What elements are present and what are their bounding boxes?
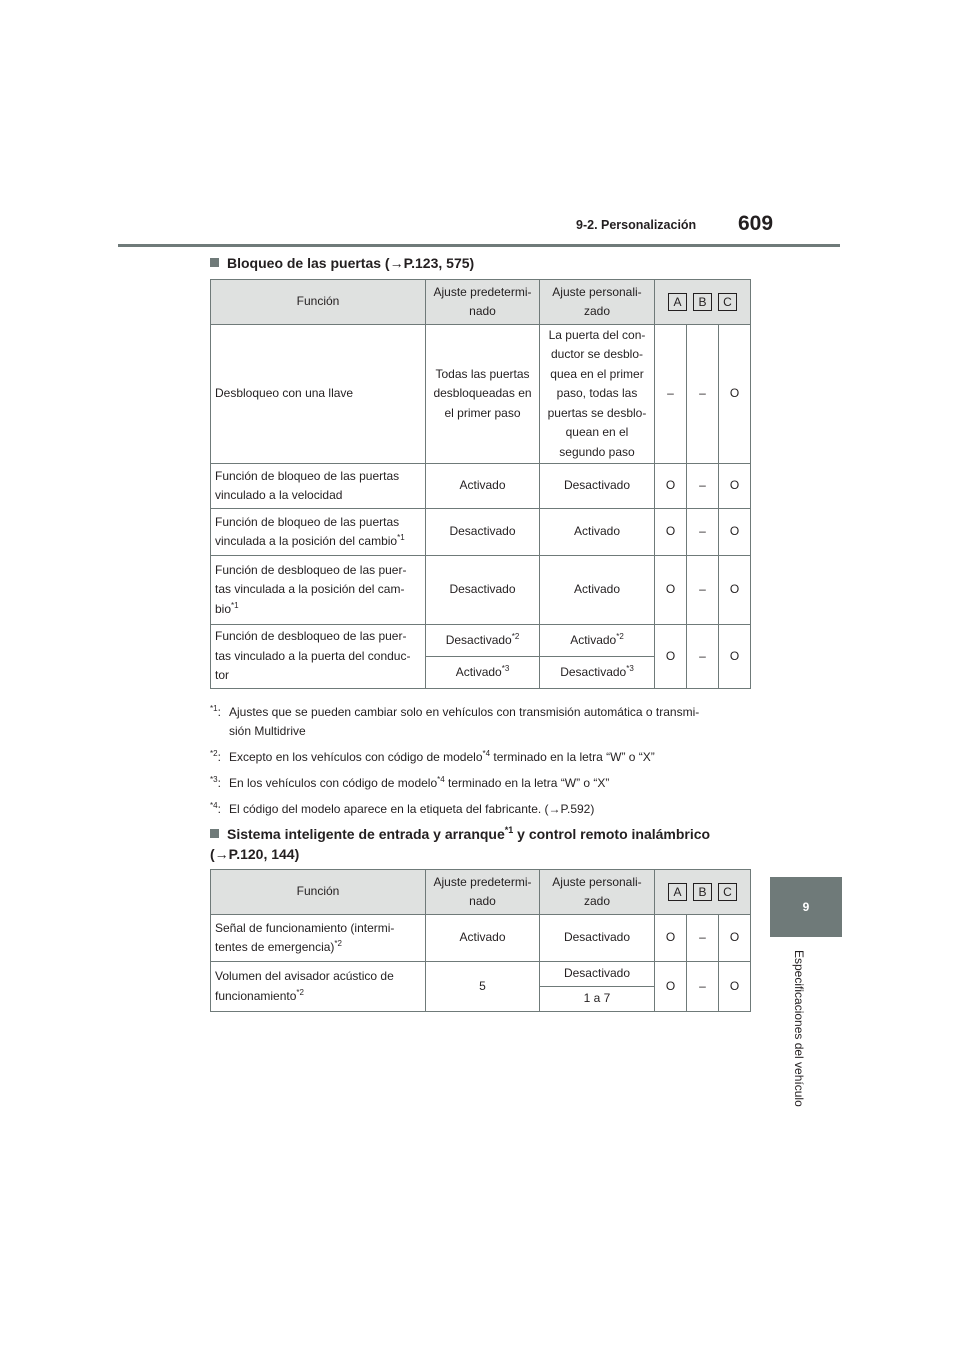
box-a-icon: A [668,293,687,311]
footnote: $^{*3}$: En los vehículos con código de modelo$^{*4}$ terminado en la letra “W” o “X” [210,775,610,790]
chapter-tab [770,877,842,937]
cell-custom: Activado [540,556,655,625]
header-rule [118,244,840,247]
cell-function: Función de bloqueo de las puertas vinculada a la posición del cambio$^{*1}$ [211,509,426,556]
header-abc [655,280,751,325]
cell-default: Desactivado$^{*2}$ [426,625,540,657]
cell-a: O [655,915,687,962]
cell-default: Activado [426,464,540,509]
cell-function: Desbloqueo con una llave [211,325,426,464]
cell-a: O [655,625,687,689]
cell-function: Función de desbloqueo de las puer- tas vinculado a la puerta del conduc- tor [211,625,426,689]
header-abc [655,870,751,915]
arrow-icon: → [548,802,561,816]
page-reference: P.123, 575) [403,255,475,271]
square-bullet-icon [210,258,219,267]
cell-custom: Desactivado [540,962,655,987]
cell-default: Activado [426,915,540,962]
cell-function: Señal de funcionamiento (intermi- tentes de emergencia)$^{*2}$ [211,915,426,962]
cell-default: Activado$^{*3}$ [426,657,540,689]
page-reference: P.120, 144) [228,846,300,862]
page-reference: P.592) [560,802,595,816]
header-default: Ajuste predetermi- nado [426,280,540,325]
section-title-door-lock: Bloqueo de las puertas (→P.123, 575) [210,253,474,273]
cell-b: – [687,509,719,556]
cell-a: O [655,509,687,556]
table-row [211,325,751,464]
cell-c: O [719,464,751,509]
cell-c: O [719,625,751,689]
table-row [211,625,751,657]
cell-default: Desactivado [426,556,540,625]
footnotes [210,703,750,826]
page-number: 609 [738,212,774,235]
cell-c: O [719,556,751,625]
cell-custom: Activado$^{*2}$ [540,625,655,657]
cell-custom: Activado [540,509,655,556]
cell-custom: Desactivado$^{*3}$ [540,657,655,689]
cell-c: O [719,325,751,464]
cell-custom: Desactivado [540,915,655,962]
footnote: $^{*1}$: Ajustes que se pueden cambiar solo en vehículos con transmisión automática o transmi- sión Multidrive [210,704,700,738]
cell-b: – [687,962,719,1012]
door-lock-table [210,279,751,689]
cell-custom: Desactivado [540,464,655,509]
cell-a: – [655,325,687,464]
chapter-number: 9 [802,900,810,914]
cell-default: Desactivado [426,509,540,556]
cell-function: Función de desbloqueo de las puer- tas vinculada a la posición del cam- bio$^{*1}$ [211,556,426,625]
cell-function: Función de bloqueo de las puertas vinculado a la velocidad [211,464,426,509]
box-c-icon: C [718,293,737,311]
section-title-smart-entry: Sistema inteligente de entrada y arranque$^{*1}$ y control remoto inalámbrico (→P.120, 144) [210,825,711,862]
cell-b: – [687,625,719,689]
cell-b: – [687,464,719,509]
arrow-icon: → [389,255,404,271]
cell-b: – [687,915,719,962]
cell-default: Todas las puertas desbloqueadas en el primer paso [426,325,540,464]
cell-default: 5 [426,962,540,1012]
chapter-label: Especificaciones del vehículo [792,950,806,1107]
table-header-row [211,870,751,915]
header-function: Función [211,870,426,915]
table-row [211,509,751,556]
section-heading: 9-2. Personalización [576,218,697,232]
table-row [211,556,751,625]
table-row [211,915,751,962]
cell-custom: La puerta del con- ductor se desblo- quea en el primer paso, todas las puertas se desblo- quean en el segundo paso [540,325,655,464]
box-a-icon: A [668,883,687,901]
header-function: Función [211,280,426,325]
cell-function: Volumen del avisador acústico de funcionamiento$^{*2}$ [211,962,426,1012]
box-b-icon: B [693,293,712,311]
cell-c: O [719,915,751,962]
header-default: Ajuste predetermi- nado [426,870,540,915]
cell-c: O [719,509,751,556]
cell-custom: 1 a 7 [540,987,655,1012]
cell-a: O [655,556,687,625]
table-row [211,962,751,987]
footnote: $^{*4}$: El código del modelo aparece en la etiqueta del fabricante. (→P.592) [210,801,595,816]
cell-c: O [719,962,751,1012]
cell-b: – [687,325,719,464]
box-b-icon: B [693,883,712,901]
table-row [211,464,751,509]
footnote: $^{*2}$: Excepto en los vehículos con código de modelo$^{*4}$ terminado en la letra “W” o “X” [210,749,655,764]
cell-a: O [655,464,687,509]
cell-a: O [655,962,687,1012]
arrow-icon: → [214,846,229,862]
smart-entry-table [210,869,751,1012]
table-header-row [211,280,751,325]
square-bullet-icon [210,829,219,838]
cell-b: – [687,556,719,625]
box-c-icon: C [718,883,737,901]
header-custom: Ajuste personali- zado [540,870,655,915]
header-custom: Ajuste personali- zado [540,280,655,325]
